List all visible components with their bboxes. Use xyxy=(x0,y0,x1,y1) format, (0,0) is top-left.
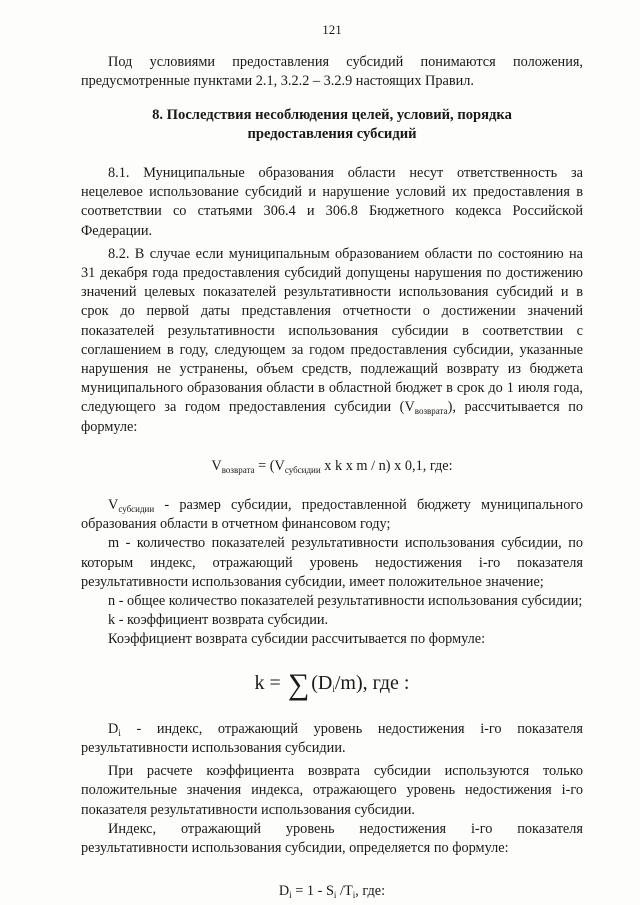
section-heading-line2: предоставления субсидий xyxy=(247,125,417,142)
section-heading xyxy=(81,106,583,144)
definition-v-subsidy: $V_{субсидии}$ - размер субсидии, предоставленной бюджету муниципального образования области в отчетном финансовом году; xyxy=(81,497,583,533)
intro-paragraph: Под условиями предоставления субсидий понимаются положения, предусмотренные пунктами 2.1, 3.2.2 – 3.2.9 настоящих Правил. xyxy=(81,54,583,90)
paragraph-calculation: При расчете коэффициента возврата субсидии используются только положительные значения индекса, отражающего уровень недостижения i-го показателя результативности использования субсидии. xyxy=(81,763,583,818)
paragraph-index: Индекс, отражающий уровень недостижения i-го показателя результативности использования субсидии, определяется по формуле: xyxy=(81,820,583,856)
formula-refund-volume: $V_{возврата} = (V_{субсидии}$ х k х m / n) х 0,1, где: xyxy=(211,457,453,475)
paragraph-8-2-var: V xyxy=(404,399,415,416)
section-heading-line1: 8. Последствия несоблюдения целей, условий, порядка xyxy=(152,106,512,123)
document-page xyxy=(81,20,583,901)
definition-d-index: $D_i$ - индекс, отражающий уровень недостижения i-го показателя результативности использования субсидии. xyxy=(81,720,583,756)
definition-n: n - общее количество показателей результативности использования субсидии; xyxy=(108,593,583,610)
paragraph-8-2-end: ), рассчитывается по формуле: xyxy=(81,399,583,435)
k-formula-intro: Коэффициент возврата субсидии рассчитывается по формуле: xyxy=(108,631,486,648)
formula-index: $D_i = 1 - S_i$ $/T_i$, где: xyxy=(278,883,386,901)
paragraph-8-2-text: 8.2. В случае если муниципальным образованием области по состоянию на 31 декабря года предоставления субсидий допущены нарушения по достижению значений целевых показателей результативности использования субсидий и в срок до первой даты представления отчетности о достижении значений показателей результативности использования субсидии в соответствии с соглашением в году, следующем за годом предоставления субсидии, указанные нарушения не устранены, объем средств, подлежащий возврату из бюджета муниципального образования области в областной бюджет в срок до 1 июля года, следующего за годом предоставления субсидии ( xyxy=(81,245,583,416)
formula-refund-coefficient: k = ∑ $(D_i/m)$, где : xyxy=(254,667,410,701)
paragraph-8-1: 8.1. Муниципальные образования области несут ответственность за нецелевое использование субсидий и нарушение условий их предоставления в соответствии со статьями 306.4 и 306.8 Бюджетного кодекса Российской Федерации. xyxy=(81,165,583,239)
page-number: 121 xyxy=(322,22,342,37)
paragraph-8-2-sub: возврата xyxy=(414,406,448,417)
definition-k: k - коэффициент возврата субсидии. xyxy=(108,612,329,629)
paragraph-8-2 xyxy=(81,245,583,437)
definition-m: m - количество показателей результативности использования субсидии, по которым индекс, отражающий уровень недостижения i-го показателя результативности использования субсидии, имеет положительное значение; xyxy=(81,535,583,590)
sum-symbol: ∑ xyxy=(287,667,310,701)
